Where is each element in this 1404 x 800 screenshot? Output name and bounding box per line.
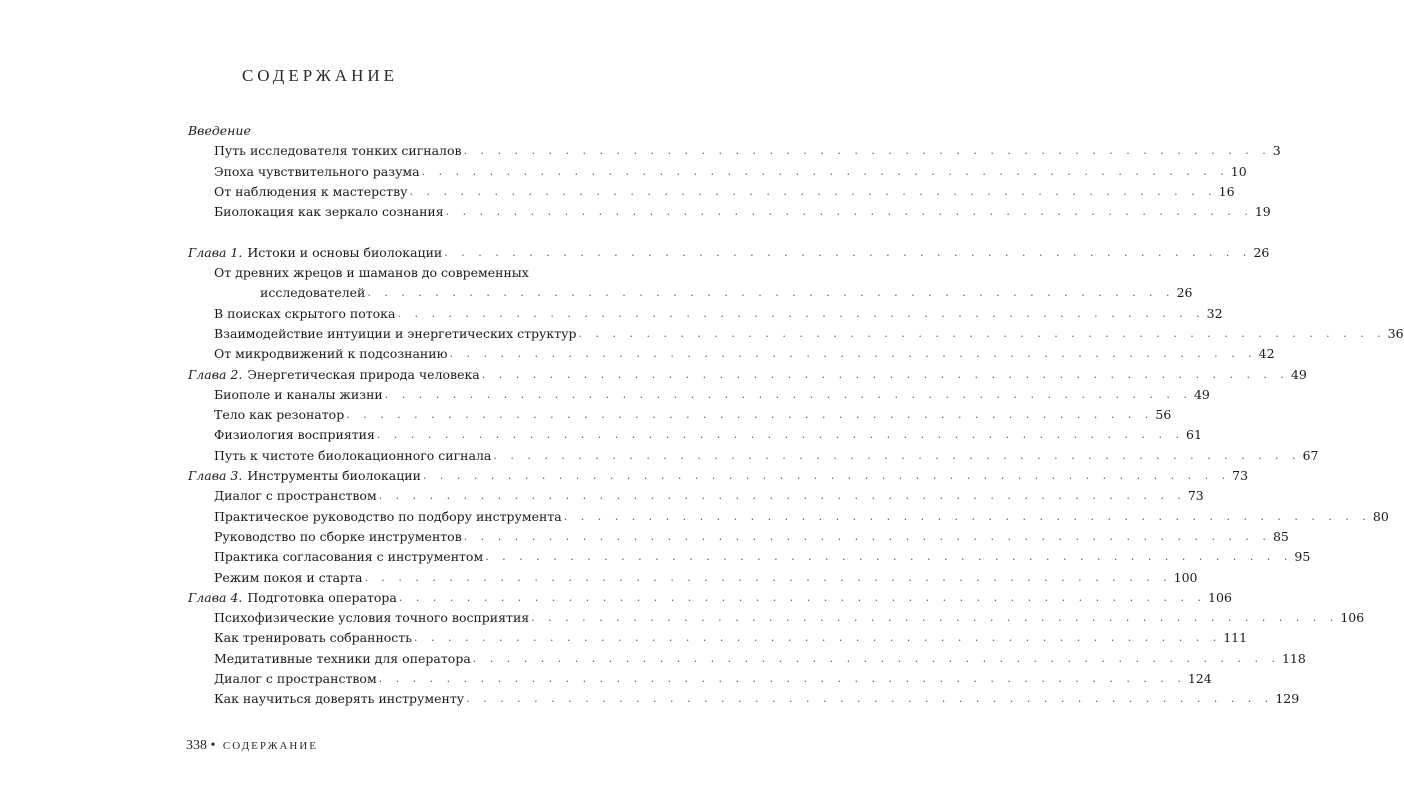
page-number-ref: 49 [1290,366,1307,382]
toc-entry[interactable] [188,405,1172,425]
entry-title: Как тренировать собранность [214,630,413,646]
toc-entry[interactable] [188,344,1275,364]
toc-entry[interactable] [188,425,1202,445]
page-number-ref: 106 [1208,589,1232,605]
dot-leader: . . . . . . . . . . . . . . . . . . . . . . . . . . . . . . . . . . . . . . . . . . . . . . . . [378,489,1186,503]
toc-entry[interactable] [188,507,1389,527]
dot-leader: . . . . . . . . . . . . . . . . . . . . . . . . . . . . . . . . . . . . . . . . . . . . . . . . [384,387,1192,401]
toc-entry[interactable] [188,547,1311,567]
entry-title: Тело как резонатор [214,407,345,423]
page-number-ref: 56 [1155,407,1172,423]
entry-title: Режим покоя и старта [214,569,363,585]
entry-title-line1: От древних жрецов и шаманов до современных [214,265,529,281]
entry-title: Диалог с пространством [214,488,377,504]
dot-leader: . . . . . . . . . . . . . . . . . . . . . . . . . . . . . . . . . . . . . . . . . . . . . . . . [397,306,1205,320]
chapter-row[interactable] [188,365,1307,385]
page-number-ref: 36 [1387,325,1404,341]
dot-leader: . . . . . . . . . . . . . . . . . . . . . . . . . . . . . . . . . . . . . . . . . . . . . . . . [472,651,1280,665]
chapter-label: Глава 1. [188,244,243,260]
table-of-contents [188,121,1404,710]
page-number: 338 [186,738,207,753]
dot-leader: . . . . . . . . . . . . . . . . . . . . . . . . . . . . . . . . . . . . . . . . . . . . . . . . [481,367,1289,381]
entry-title: Эпоха чувствительного разума [214,163,420,179]
page-title: СОДЕРЖАНИЕ [241,66,399,85]
toc-entry[interactable] [188,527,1289,547]
page-number-ref: 124 [1187,671,1212,687]
page-number-ref: 85 [1272,528,1289,544]
toc-entry[interactable] [188,628,1248,648]
toc-entry[interactable] [188,608,1365,628]
chapter-label: Глава 4. [188,589,243,605]
page-number-ref: 106 [1340,610,1365,626]
toc-entry[interactable] [188,649,1306,669]
chapter-title: Подготовка оператора [247,589,397,605]
entry-title: Практика согласования с инструментом [214,549,484,565]
dot-leader: . . . . . . . . . . . . . . . . . . . . . . . . . . . . . . . . . . . . . . . . . . . . . . . . [414,631,1222,645]
page-number-ref: 3 [1272,143,1281,159]
dot-leader: . . . . . . . . . . . . . . . . . . . . . . . . . . . . . . . . . . . . . . . . . . . . . . . . [563,509,1371,523]
running-title: СОДЕРЖАНИЕ [222,740,318,752]
dot-leader: . . . . . . . . . . . . . . . . . . . . . . . . . . . . . . . . . . . . . . . . . . . . . . . . [346,408,1154,422]
page-number-ref: 49 [1193,386,1210,402]
page-number-ref: 118 [1281,650,1306,666]
chapter-row[interactable] [188,466,1249,486]
toc-entry[interactable] [188,486,1204,506]
page-number-ref: 10 [1230,163,1247,179]
entry-title: От микродвижений к подсознанию [214,346,448,362]
entry-title: Психофизические условия точного восприятия [214,610,530,626]
entry-title: Взаимодействие интуиции и энергетических структур [214,325,577,341]
toc-entry[interactable] [188,689,1300,709]
entry-title: Путь исследователя тонких сигналов [214,143,462,159]
dot-leader: . . . . . . . . . . . . . . . . . . . . . . . . . . . . . . . . . . . . . . . . . . . . . . . . [398,590,1207,604]
toc-entry[interactable] [188,283,1193,303]
chapter-row[interactable] [188,243,1270,263]
toc-entry[interactable] [188,202,1271,222]
entry-title: В поисках скрытого потока [214,305,396,321]
dot-leader: . . . . . . . . . . . . . . . . . . . . . . . . . . . . . . . . . . . . . . . . . . . . . . . . [445,205,1253,219]
entry-title: От наблюдения к мастерству [214,183,408,199]
chapter-title: Инструменты биолокации [247,468,421,484]
page-number-ref: 16 [1218,183,1235,199]
entry-title: Физиология восприятия [214,427,375,443]
dot-leader: . . . . . . . . . . . . . . . . . . . . . . . . . . . . . . . . . . . . . . . . . . . . . . . . [485,550,1293,564]
page-number-ref: 32 [1206,305,1223,321]
dot-leader: . . . . . . . . . . . . . . . . . . . . . . . . . . . . . . . . . . . . . . . . . . . . . . . . [463,144,1271,158]
page-number-ref: 19 [1254,204,1271,220]
entry-title: Биополе и каналы жизни [214,386,383,402]
chapter-title: Энергетическая природа человека [247,366,480,382]
entry-title: Практическое руководство по подбору инструмента [214,508,562,524]
dot-leader: . . . . . . . . . . . . . . . . . . . . . . . . . . . . . . . . . . . . . . . . . . . . . . . . [444,245,1252,259]
chapter-label: Глава 2. [188,366,243,382]
dot-leader: . . . . . . . . . . . . . . . . . . . . . . . . . . . . . . . . . . . . . . . . . . . . . . . . [376,428,1185,442]
dot-leader: . . . . . . . . . . . . . . . . . . . . . . . . . . . . . . . . . . . . . . . . . . . . . . . . [449,347,1257,361]
toc-entry[interactable] [188,446,1319,466]
entry-title: исследователей [260,285,366,301]
toc-entry[interactable] [188,182,1235,202]
entry-title: Медитативные техники для оператора [214,650,471,666]
page-number-ref: 26 [1253,244,1270,260]
dot-leader: . . . . . . . . . . . . . . . . . . . . . . . . . . . . . . . . . . . . . . . . . . . . . . . . [422,469,1231,483]
dot-leader: . . . . . . . . . . . . . . . . . . . . . . . . . . . . . . . . . . . . . . . . . . . . . . . . [466,692,1274,706]
page-number-ref: 67 [1302,447,1319,463]
dot-leader: . . . . . . . . . . . . . . . . . . . . . . . . . . . . . . . . . . . . . . . . . . . . . . . . [421,164,1229,178]
dot-leader: . . . . . . . . . . . . . . . . . . . . . . . . . . . . . . . . . . . . . . . . . . . . . . . . [531,611,1339,625]
entry-title: Как научиться доверять инструменту [214,691,465,707]
entry-title: Путь к чистоте биолокационного сигнала [214,447,492,463]
chapters-list [188,243,1404,710]
chapter-title: Истоки и основы биолокации [247,244,443,260]
dot-leader: . . . . . . . . . . . . . . . . . . . . . . . . . . . . . . . . . . . . . . . . . . . . . . . . [367,286,1175,300]
toc-entry[interactable] [188,324,1404,344]
page-number-ref: 111 [1223,630,1248,646]
intro-heading: Введение [188,123,251,138]
chapter-label: Глава 3. [188,468,243,484]
page-number-ref: 26 [1176,285,1193,301]
footer-separator: • [210,738,216,753]
toc-entry[interactable] [188,141,1281,161]
entry-title: Руководство по сборке инструментов [214,528,462,544]
dot-leader: . . . . . . . . . . . . . . . . . . . . . . . . . . . . . . . . . . . . . . . . . . . . . . . . [378,672,1186,686]
toc-entry[interactable] [188,669,1212,689]
toc-entry[interactable] [188,385,1210,405]
dot-leader: . . . . . . . . . . . . . . . . . . . . . . . . . . . . . . . . . . . . . . . . . . . . . . . . [493,448,1301,462]
toc-entry[interactable] [188,162,1247,182]
page-number-ref: 95 [1294,549,1311,565]
intro-list [188,141,1281,222]
page-footer [186,738,318,754]
chapter-row[interactable] [188,588,1232,608]
toc-entry[interactable] [188,304,1223,324]
dot-leader: . . . . . . . . . . . . . . . . . . . . . . . . . . . . . . . . . . . . . . . . . . . . . . . . [578,326,1386,340]
page-number-ref: 73 [1187,488,1204,504]
page-number-ref: 100 [1173,569,1198,585]
page-number-ref: 73 [1232,468,1249,484]
page-number-ref: 61 [1186,427,1202,443]
entry-title: Диалог с пространством [214,671,377,687]
dot-leader: . . . . . . . . . . . . . . . . . . . . . . . . . . . . . . . . . . . . . . . . . . . . . . . . [364,570,1172,584]
dot-leader: . . . . . . . . . . . . . . . . . . . . . . . . . . . . . . . . . . . . . . . . . . . . . . . . [463,529,1271,543]
spacer [188,222,624,242]
toc-entry[interactable] [188,568,1198,588]
page-number-ref: 42 [1258,346,1275,362]
page-number-ref: 80 [1372,508,1389,524]
dot-leader: . . . . . . . . . . . . . . . . . . . . . . . . . . . . . . . . . . . . . . . . . . . . . . . . [409,184,1217,198]
entry-title: Биолокация как зеркало сознания [214,204,444,220]
page-number-ref: 129 [1275,691,1300,707]
